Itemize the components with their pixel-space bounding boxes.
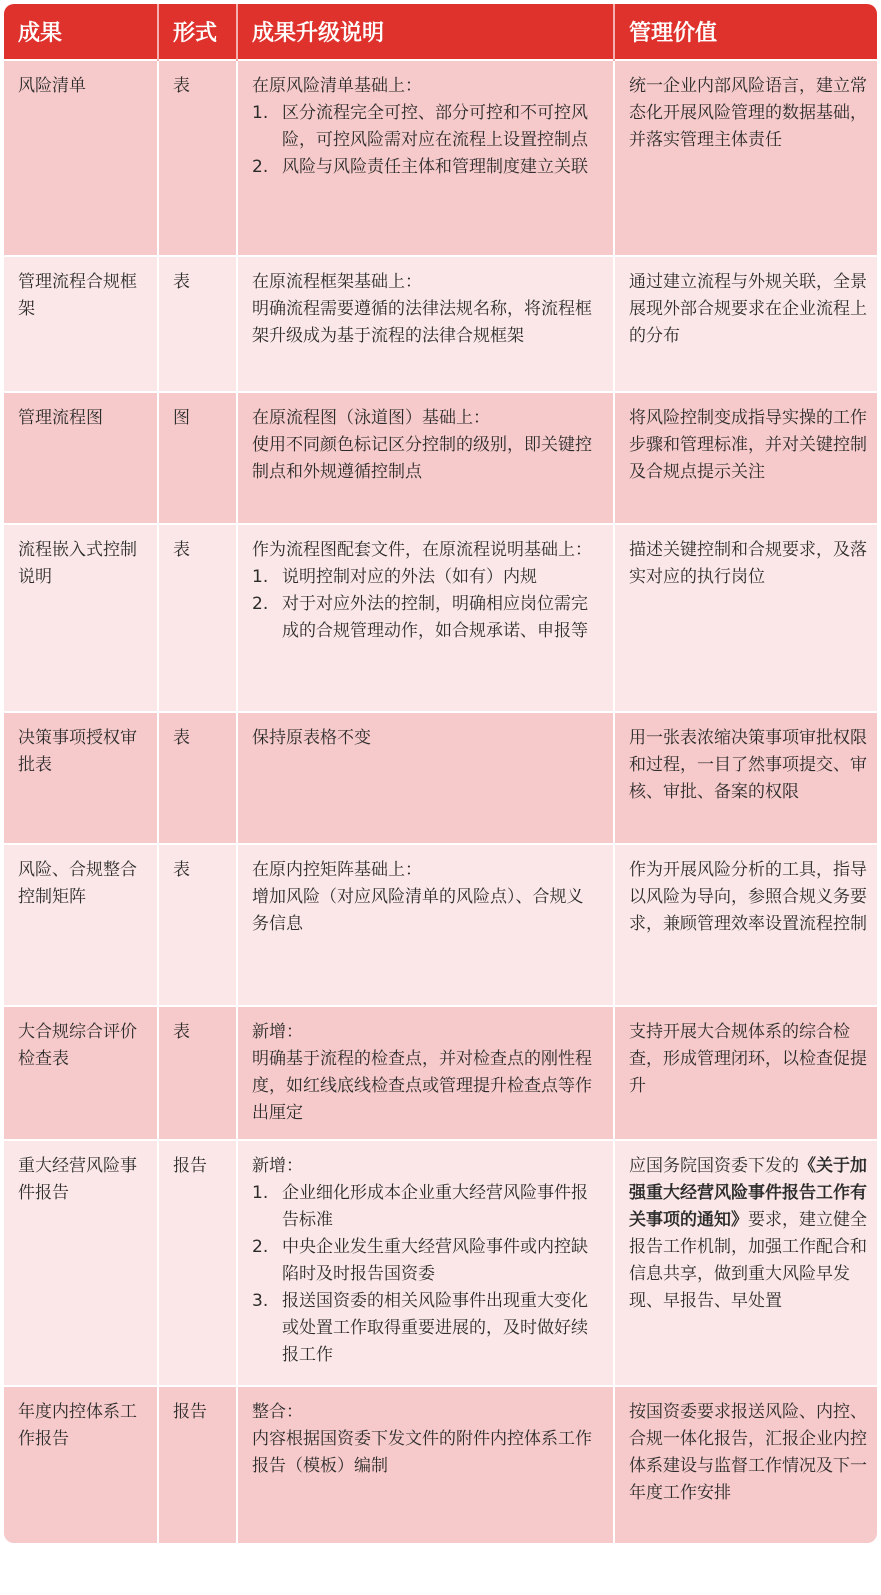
desc-intro: 作为流程图配套文件，在原流程说明基础上： [252, 540, 592, 560]
desc-intro: 在原内控矩阵基础上： [252, 860, 422, 880]
cell-value: 用一张表浓缩决策事项审批权限和过程，一目了然事项提交、审核、审批、备案的权限 [614, 712, 877, 844]
desc-text: 内容根据国资委下发文件的附件内控体系工作报告（模板）编制 [252, 1429, 592, 1476]
cell-form: 表 [158, 1006, 237, 1140]
cell-form: 表 [158, 524, 237, 712]
cell-value: 支持开展大合规体系的综合检查，形成管理闭环，以检查促提升 [614, 1006, 877, 1140]
list-item-text: 企业细化形成本企业重大经营风险事件报告标准 [282, 1183, 588, 1230]
cell-result: 大合规综合评价检查表 [4, 1006, 158, 1140]
cell-value: 统一企业内部风险语言，建立常态化开展风险管理的数据基础，并落实管理主体责任 [614, 60, 877, 256]
value-prefix: 应国务院国资委下发的 [629, 1156, 799, 1176]
desc-text: 增加风险（对应风险清单的风险点）、合规义务信息 [252, 887, 584, 934]
desc-text: 使用不同颜色标记区分控制的级别，即关键控制点和外规遵循控制点 [252, 435, 592, 482]
list-item: 1. 区分流程完全可控、部分可控和不可控风险，可控风险需对应在流程上设置控制点 [252, 103, 588, 150]
cell-desc [237, 60, 614, 256]
table-row [4, 392, 877, 524]
cell-desc [237, 524, 614, 712]
desc-intro: 整合： [252, 1402, 303, 1422]
cell-form: 表 [158, 844, 237, 1006]
header-upgrade-desc: 成果升级说明 [237, 4, 614, 60]
list-item: 1. 企业细化形成本企业重大经营风险事件报告标准 [252, 1183, 588, 1230]
table-row [4, 844, 877, 1006]
cell-result: 风险、合规整合控制矩阵 [4, 844, 158, 1006]
cell-form: 表 [158, 256, 237, 392]
cell-result: 重大经营风险事件报告 [4, 1140, 158, 1386]
list-item-text: 报送国资委的相关风险事件出现重大变化或处置工作取得重要进展的，及时做好续报工作 [282, 1291, 588, 1365]
cell-desc [237, 844, 614, 1006]
cell-form: 表 [158, 712, 237, 844]
header-form: 形式 [158, 4, 237, 60]
cell-result: 流程嵌入式控制说明 [4, 524, 158, 712]
table-row [4, 1006, 877, 1140]
cell-desc [237, 1006, 614, 1140]
value-suffix: 要求，建立健全报告工作机制，加强工作配合和信息共享，做到重大风险早发现、早报告、早处置 [629, 1210, 867, 1311]
table-row [4, 1386, 877, 1543]
header-result: 成果 [4, 4, 158, 60]
cell-form: 报告 [158, 1386, 237, 1543]
desc-text: 明确流程需要遵循的法律法规名称，将流程框架升级成为基于流程的法律合规框架 [252, 299, 592, 346]
list-item: 2. 对于对应外法的控制，明确相应岗位需完成的合规管理动作，如合规承诺、申报等 [252, 594, 588, 641]
desc-text: 保持原表格不变 [252, 728, 371, 748]
desc-intro: 在原流程图（泳道图）基础上： [252, 408, 490, 428]
cell-form: 图 [158, 392, 237, 524]
table-row [4, 712, 877, 844]
table-row [4, 256, 877, 392]
cell-value: 将风险控制变成指导实操的工作步骤和管理标准，并对关键控制及合规点提示关注 [614, 392, 877, 524]
cell-form: 报告 [158, 1140, 237, 1386]
desc-text: 明确基于流程的检查点，并对检查点的刚性程度，如红线底线检查点或管理提升检查点等作出厘定 [252, 1049, 592, 1123]
value-bold-doc-title: 《关于加强重大经营风险事件报告工作有关事项的通知》 [629, 1156, 867, 1230]
table-row [4, 1140, 877, 1386]
desc-intro: 新增： [252, 1022, 303, 1042]
cell-desc [237, 712, 614, 844]
list-item-text: 中央企业发生重大经营风险事件或内控缺陷时及时报告国资委 [282, 1237, 588, 1284]
cell-value: 描述关键控制和合规要求，及落实对应的执行岗位 [614, 524, 877, 712]
cell-result: 决策事项授权审批表 [4, 712, 158, 844]
cell-desc [237, 1386, 614, 1543]
cell-desc [237, 1140, 614, 1386]
cell-result: 管理流程图 [4, 392, 158, 524]
cell-value: 按国资委要求报送风险、内控、合规一体化报告，汇报企业内控体系建设与监督工作情况及下一年度工作安排 [614, 1386, 877, 1543]
desc-list [252, 100, 599, 181]
list-item-text: 区分流程完全可控、部分可控和不可控风险，可控风险需对应在流程上设置控制点 [282, 103, 588, 150]
cell-result: 风险清单 [4, 60, 158, 256]
cell-result: 年度内控体系工作报告 [4, 1386, 158, 1543]
header-mgmt-value: 管理价值 [614, 4, 877, 60]
table-header-row [4, 4, 877, 60]
cell-value: 作为开展风险分析的工具，指导以风险为导向，参照合规义务要求，兼顾管理效率设置流程控制 [614, 844, 877, 1006]
cell-value [614, 1140, 877, 1386]
list-item-text: 说明控制对应的外法（如有）内规 [282, 567, 537, 587]
desc-intro: 在原流程框架基础上： [252, 272, 422, 292]
list-item-text: 风险与风险责任主体和管理制度建立关联 [282, 157, 588, 177]
cell-value: 通过建立流程与外规关联，全景展现外部合规要求在企业流程上的分布 [614, 256, 877, 392]
cell-desc [237, 256, 614, 392]
cell-form: 表 [158, 60, 237, 256]
desc-list [252, 564, 599, 645]
desc-intro: 新增： [252, 1156, 303, 1176]
cell-desc [237, 392, 614, 524]
table-row [4, 60, 877, 256]
list-item: 2. 中央企业发生重大经营风险事件或内控缺陷时及时报告国资委 [252, 1237, 588, 1284]
results-table-card [4, 4, 877, 1543]
list-item: 1. 说明控制对应的外法（如有）内规 [252, 567, 537, 587]
desc-intro: 在原风险清单基础上： [252, 76, 422, 96]
table-row [4, 524, 877, 712]
desc-list [252, 1180, 599, 1369]
results-table [4, 4, 877, 1543]
list-item-text: 对于对应外法的控制，明确相应岗位需完成的合规管理动作，如合规承诺、申报等 [282, 594, 588, 641]
list-item: 3. 报送国资委的相关风险事件出现重大变化或处置工作取得重要进展的，及时做好续报工作 [252, 1291, 588, 1365]
cell-result: 管理流程合规框架 [4, 256, 158, 392]
list-item: 2. 风险与风险责任主体和管理制度建立关联 [252, 157, 588, 177]
